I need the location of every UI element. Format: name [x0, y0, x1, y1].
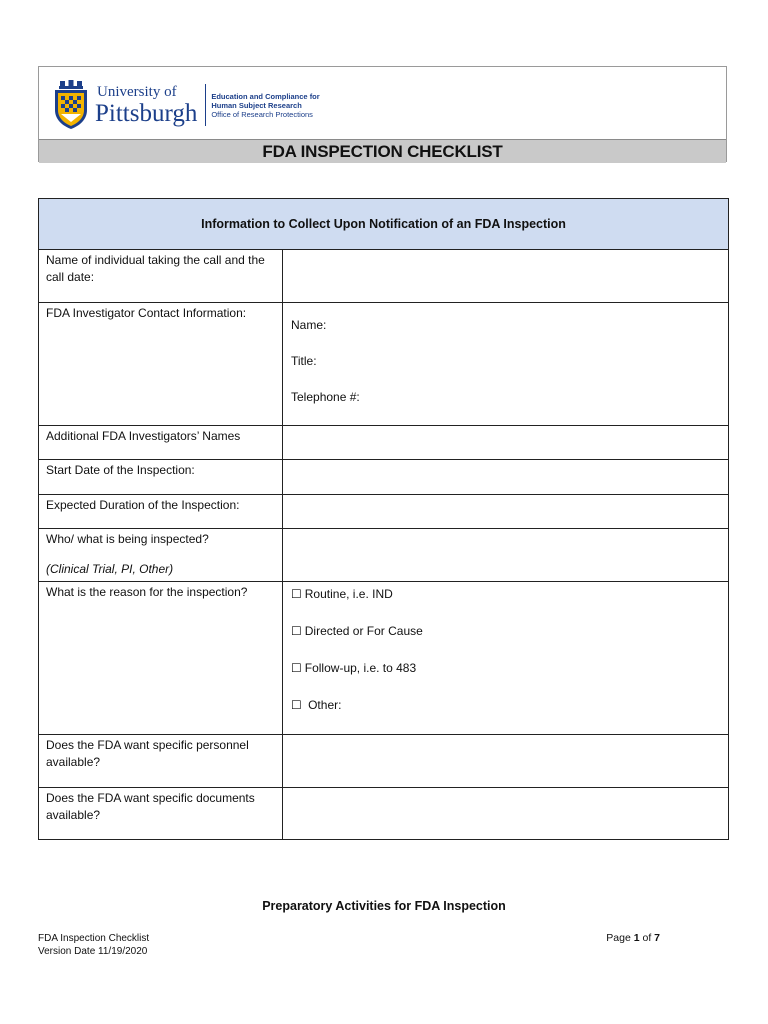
- university-name: Pittsburgh: [95, 99, 198, 127]
- investigator-title-label: Title:: [291, 354, 317, 368]
- office-line-2: Human Subject Research: [211, 100, 302, 110]
- option-other[interactable]: [291, 697, 720, 714]
- inspected-note: (Clinical Trial, PI, Other): [46, 562, 174, 576]
- office-name: [211, 92, 319, 119]
- additional-investigators-field[interactable]: [283, 426, 729, 460]
- expected-duration-field[interactable]: [283, 495, 729, 529]
- row-label: [39, 460, 283, 495]
- page-of: of: [639, 932, 655, 944]
- option-label: Other:: [304, 698, 342, 712]
- footer-doc-info: [38, 932, 149, 958]
- section-title: Preparatory Activities for FDA Inspection: [262, 899, 506, 913]
- documents-field[interactable]: [283, 788, 729, 840]
- inspection-info-table: [38, 198, 729, 840]
- row-label: [39, 735, 283, 788]
- checkbox-icon[interactable]: ☐: [291, 698, 302, 712]
- checkbox-icon[interactable]: ☐: [291, 661, 302, 675]
- row-label: [39, 788, 283, 840]
- office-line-3: Office of Research Protections: [211, 109, 313, 119]
- investigator-name-label: Name:: [291, 318, 327, 332]
- investigator-contact-field[interactable]: [283, 303, 729, 426]
- university-shield-icon: [53, 80, 89, 130]
- page-current: 1: [633, 932, 640, 944]
- row-label: [39, 250, 283, 303]
- page-total: 7: [654, 932, 660, 944]
- table-row: [39, 303, 729, 426]
- row-label: [39, 426, 283, 460]
- table-row: [39, 788, 729, 840]
- table-row: [39, 582, 729, 735]
- inspected-field[interactable]: [283, 529, 729, 582]
- row-label: [39, 529, 283, 582]
- table-row: [39, 460, 729, 495]
- university-of-label: University of: [97, 83, 177, 100]
- row-label: [39, 495, 283, 529]
- checkbox-icon[interactable]: ☐: [291, 624, 302, 638]
- table-row: [39, 250, 729, 303]
- investigator-contact-label: FDA Investigator Contact Information:: [46, 306, 247, 320]
- checkbox-icon[interactable]: ☐: [291, 587, 302, 601]
- additional-investigators-label: Additional FDA Investigators’ Names: [46, 429, 241, 443]
- personnel-field[interactable]: [283, 735, 729, 788]
- university-logo: [53, 77, 320, 133]
- table-row: [39, 495, 729, 529]
- footer-version: Version Date 11/19/2020: [38, 946, 148, 957]
- option-label: Follow-up, i.e. to 483: [304, 661, 417, 675]
- documents-label: Does the FDA want specific documents available?: [46, 791, 255, 822]
- table-header-row: [39, 199, 729, 250]
- table-row: [39, 529, 729, 582]
- option-directed[interactable]: [291, 623, 720, 640]
- row-label: [39, 582, 283, 735]
- caller-name-field[interactable]: [283, 250, 729, 303]
- office-line-1: Education and Compliance for: [211, 91, 320, 101]
- start-date-field[interactable]: [283, 460, 729, 495]
- row-label: [39, 303, 283, 426]
- personnel-label: Does the FDA want specific personnel available?: [46, 738, 249, 769]
- reason-label: What is the reason for the inspection?: [46, 585, 248, 599]
- page-prefix: Page: [606, 932, 634, 944]
- start-date-label: Start Date of the Inspection:: [46, 463, 195, 477]
- investigator-telephone-label: Telephone #:: [291, 390, 360, 404]
- table-row: [39, 426, 729, 460]
- reason-options: [283, 582, 729, 735]
- option-follow-up[interactable]: [291, 660, 720, 677]
- inspected-label: Who/ what is being inspected?: [46, 532, 209, 546]
- caller-name-label: Name of individual taking the call and the call date:: [46, 253, 265, 284]
- table-heading: Information to Collect Upon Notification of an FDA Inspection: [39, 199, 729, 250]
- logo-divider: [205, 84, 206, 126]
- option-routine[interactable]: [291, 586, 720, 603]
- header-box: [38, 66, 727, 162]
- option-label: Directed or For Cause: [304, 624, 423, 638]
- footer-doc-name: FDA Inspection Checklist: [38, 933, 150, 944]
- table-row: [39, 735, 729, 788]
- expected-duration-label: Expected Duration of the Inspection:: [46, 498, 240, 512]
- page-title: FDA INSPECTION CHECKLIST: [39, 139, 726, 163]
- option-label: Routine, i.e. IND: [304, 587, 393, 601]
- page-number: [606, 932, 660, 944]
